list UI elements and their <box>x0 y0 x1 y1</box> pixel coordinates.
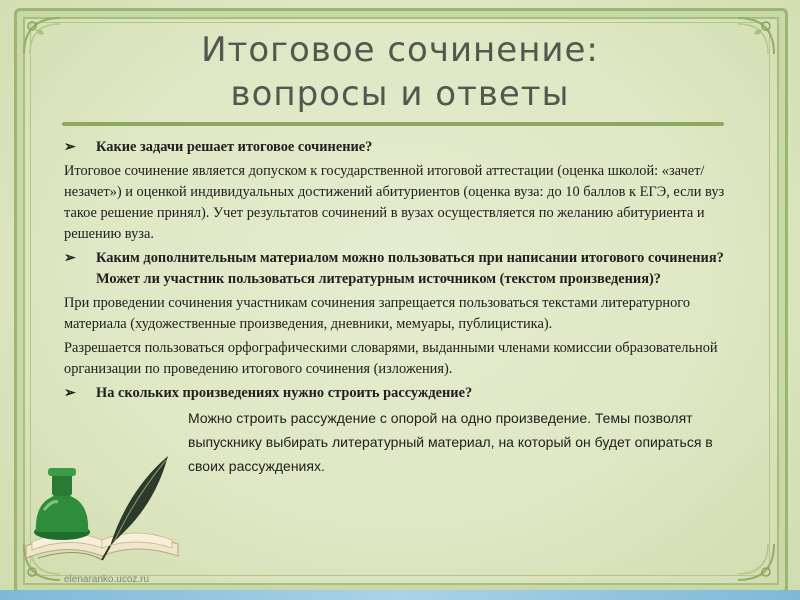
corner-ornament-icon <box>734 540 778 584</box>
question-item <box>64 383 744 404</box>
answer-paragraph-indented: Можно строить рассуждение с опорой на одно произведение. Темы позволят выпускнику выбирать литературный материал, на который он будет опираться в своих рассуждениях. <box>188 410 713 474</box>
arrow-bullet-icon: ➢ <box>64 140 76 155</box>
title-underline <box>62 122 724 126</box>
answer-paragraph: При проведении сочинения участникам сочинения запрещается пользоваться текстами литературного материала (художественные произведения, дневники, мемуары, публицистика). <box>64 295 691 332</box>
answer-paragraph: Разрешается пользоваться орфографическими словарями, выданными членами комиссии образовательной организации по проведению итогового сочинения (изложения). <box>64 340 718 377</box>
qa-content <box>64 134 744 478</box>
source-credit: elenaranko.ucoz.ru <box>64 574 150 585</box>
question-text: Каким дополнительным материалом можно пользоваться при написании итогового сочинения? Может ли участник пользоваться литературным источником (текстом произведения)? <box>96 250 724 287</box>
arrow-bullet-icon: ➢ <box>64 386 76 401</box>
slide-title <box>0 28 800 116</box>
inkwell-icon <box>34 468 90 540</box>
question-text: Какие задачи решает итоговое сочинение? <box>96 139 373 155</box>
inkwell-quill-book-illustration <box>18 450 186 568</box>
question-item <box>64 248 744 290</box>
arrow-bullet-icon: ➢ <box>64 251 76 266</box>
question-item <box>64 137 744 158</box>
title-line-1: Итоговое сочинение: <box>201 30 599 70</box>
answer-paragraph: Итоговое сочинение является допуском к государственной итоговой аттестации (оценка школой: «зачет/незачет») и оценкой индивидуальных достижений абитуриентов (оценка вуза: до 10 баллов к ЕГЭ, если вуз такое решение принял). Учет результатов сочинений в вузах осуществляется по желанию абитуриента и решению вуза. <box>64 163 725 242</box>
question-text: На скольких произведениях нужно строить рассуждение? <box>96 385 473 401</box>
bottom-strip <box>0 590 800 600</box>
title-line-2: вопросы и ответы <box>230 74 570 114</box>
